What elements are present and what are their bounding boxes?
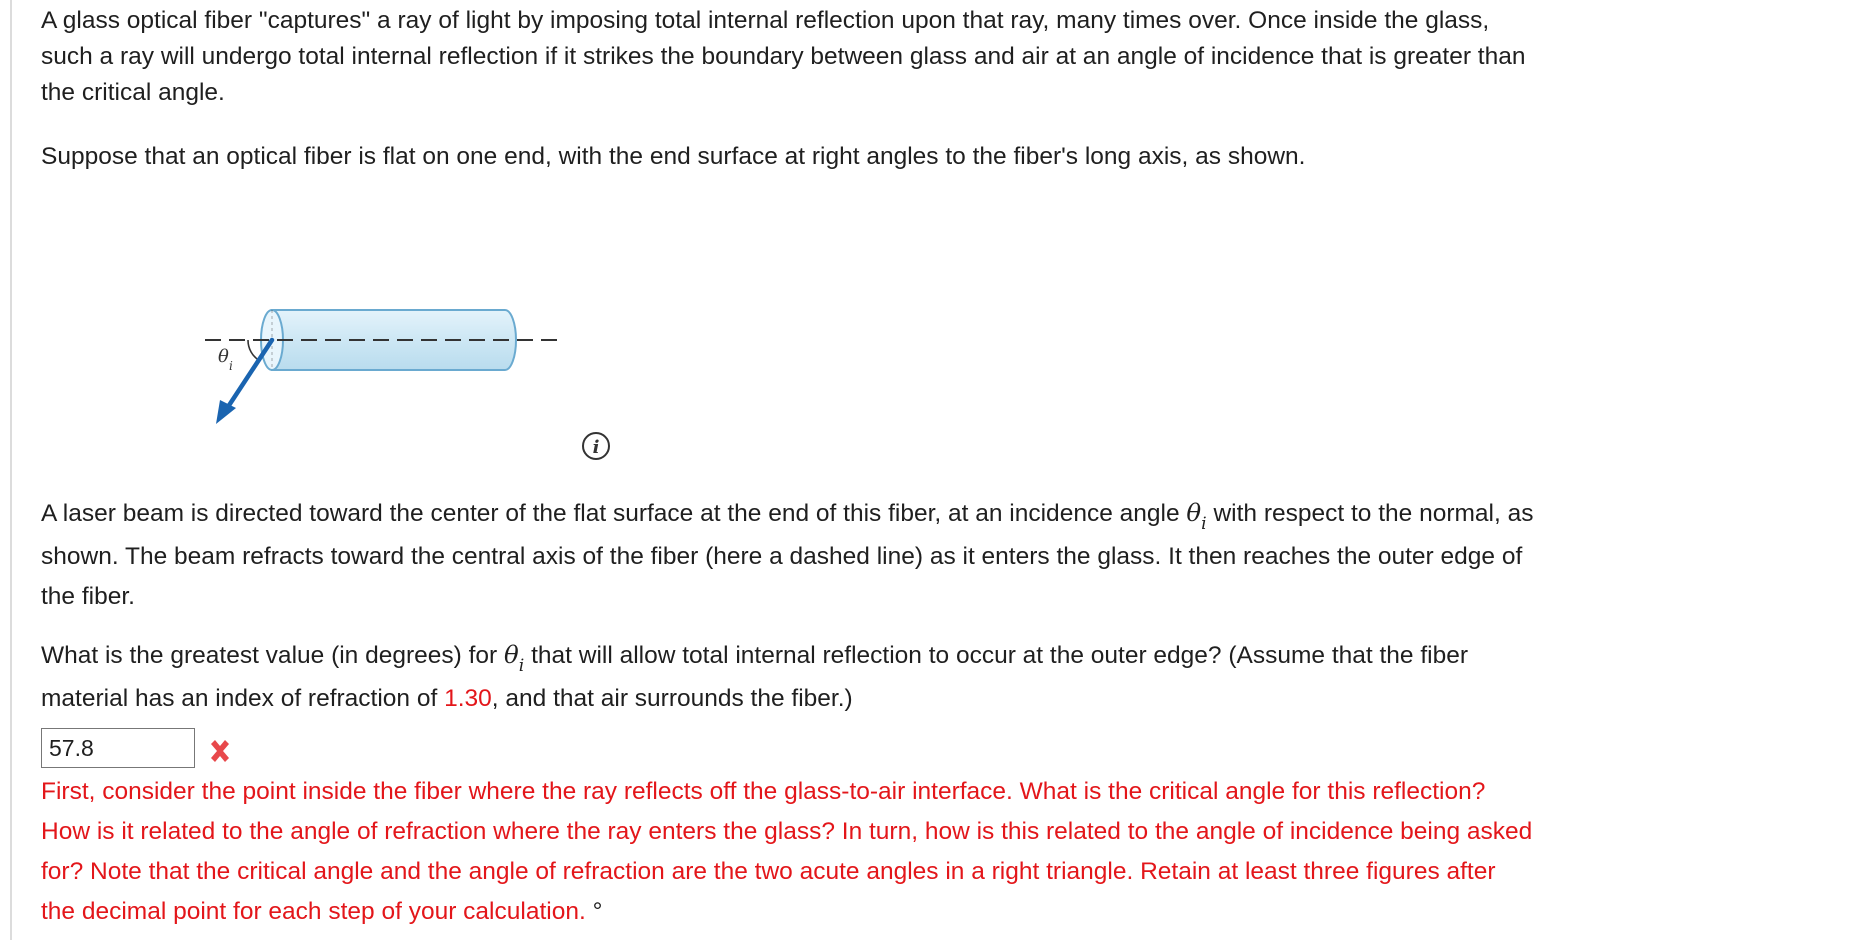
question-text: material has an index of refraction of xyxy=(41,685,438,712)
intro-line: such a ray will undergo total internal reflection if it strikes the boundary between glass and air at an angle of incidence that is greater than xyxy=(41,43,1526,70)
optical-fiber-figure xyxy=(190,292,570,432)
laser-line: shown. The beam refracts toward the central axis of the fiber (here a dashed line) as it enters the glass. It then reaches the outer edge of xyxy=(41,543,1523,570)
intro-paragraph xyxy=(41,3,1866,111)
ray-arrowhead xyxy=(216,400,236,424)
feedback-line xyxy=(41,892,1866,932)
incident-ray xyxy=(222,340,272,416)
info-icon-glyph: i xyxy=(592,437,600,458)
index-value: 1.30 xyxy=(444,685,492,712)
answer-input[interactable] xyxy=(41,728,195,768)
question-paragraph xyxy=(41,633,1866,721)
feedback-line: How is it related to the angle of refraction where the ray enters the glass? In turn, how is this related to the angle of incidence being asked xyxy=(41,818,1533,845)
laser-line xyxy=(41,491,1866,535)
left-border xyxy=(10,0,12,940)
setup-line: Suppose that an optical fiber is flat on one end, with the end surface at right angles to the fiber's long axis, as shown. xyxy=(41,143,1306,170)
theta-i-symbol: $\theta_i$ xyxy=(1186,498,1207,535)
intro-line: A glass optical fiber "captures" a ray of light by imposing total internal reflection upon that ray, many times over. Once inside the glass, xyxy=(41,7,1490,34)
setup-paragraph xyxy=(41,139,1866,175)
question-text: What is the greatest value (in degrees) for xyxy=(41,642,498,669)
degree-unit: ° xyxy=(592,898,603,925)
laser-paragraph xyxy=(41,491,1866,615)
info-icon[interactable] xyxy=(580,430,612,462)
theta-i-symbol: $\theta_i$ xyxy=(504,640,525,677)
question-line xyxy=(41,633,1866,677)
incorrect-x-icon xyxy=(205,736,235,766)
theta-subscript: i xyxy=(229,359,233,373)
laser-line: the fiber. xyxy=(41,583,135,610)
question-text: that will allow total internal reflection to occur at the outer edge? (Assume that the fiber xyxy=(531,642,1469,669)
feedback-line: for? Note that the critical angle and the angle of refraction are the two acute angles in a right triangle. Retain at least three figures after xyxy=(41,858,1496,885)
feedback-line: First, consider the point inside the fiber where the ray reflects off the glass-to-air interface. What is the critical angle for this reflection? xyxy=(41,778,1486,805)
laser-text: A laser beam is directed toward the center of the flat surface at the end of this fiber, at an incidence angle xyxy=(41,500,1180,527)
feedback-paragraph xyxy=(41,772,1866,932)
question-text: , and that air surrounds the fiber.) xyxy=(491,685,853,712)
laser-text: with respect to the normal, as xyxy=(1213,500,1534,527)
theta-label: θ xyxy=(218,346,229,367)
intro-line: the critical angle. xyxy=(41,79,225,106)
feedback-text: the decimal point for each step of your calculation. xyxy=(41,898,586,925)
question-line xyxy=(41,677,1866,721)
